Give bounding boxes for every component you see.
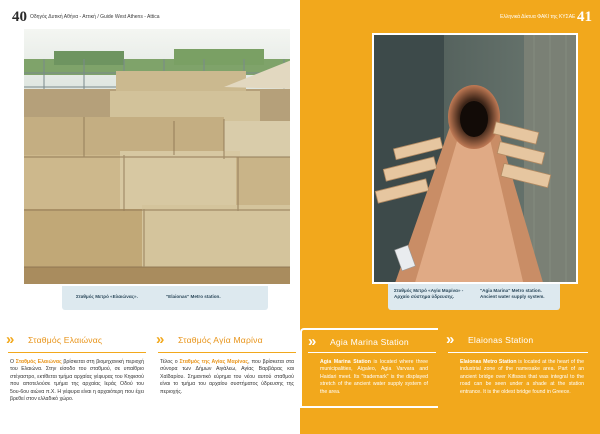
- double-chevron-icon: »: [156, 331, 165, 348]
- double-chevron-icon: »: [446, 331, 455, 348]
- aqueduct-photo: [372, 33, 578, 284]
- highlighted-station-name: Σταθμός Ελαιώνας: [15, 359, 62, 365]
- section-header-elaionas-en: [440, 328, 596, 352]
- page-number: 41: [577, 9, 592, 25]
- section-title: Σταθμός Ελαιώνας: [28, 335, 103, 345]
- photo-caption-en: "Agia Marina" Metro station. Ancient water supply system.: [480, 288, 545, 299]
- right-page: [300, 0, 600, 434]
- section-header-agia-marina-el: [150, 328, 300, 352]
- double-chevron-icon: »: [6, 331, 15, 348]
- section-body-agia-marina-el: Τέλος ο Σταθμός της Αγίας Μαρίνας, που βρίσκεται στα σύνορα των Δήμων Αιγάλεω, Αγίας Βαρβάρας και Χαϊδαρίου. Σημαντικό εύρημα του νέου αυτού σταθμού είναι το τμήμα του αρχαίου συστήματος ύδρευσης της περιοχής.: [160, 359, 294, 395]
- section-title: Σταθμός Αγία Μαρίνα: [178, 335, 263, 345]
- photo-caption-en: "Elaionas" Metro station.: [166, 294, 221, 299]
- highlighted-station-name: Agia Marina Station: [320, 359, 371, 365]
- running-header: Οδηγός Δυτική Αθήνα - Αττική / Guide West Athens - Attica: [30, 14, 160, 20]
- section-rule: [448, 352, 588, 353]
- section-body-elaionas-el: Ο Σταθμός Ελαιώνας βρίσκεται στη βιομηχανική περιοχή του Ελαιώνα. Στην είσοδο του σταθμού, σε υπαίθριο στέγαστρο, εκτίθεται τμήμα αρχαίας γέφυρας του Κηφισού που αποτελούσε τμήμα της αρχαίας Ιεράς Οδού του 5ου-6ου αιώνα π.Χ. Η γέφυρα είναι η αρχαιότερη που έχει βρεθεί στον ελλαδικό χώρο.: [10, 359, 144, 403]
- photo-caption-el: Σταθμός Μετρό «Αγία Μαρίνα» - Αρχαίο σύστημα ύδρευσης.: [394, 288, 464, 299]
- running-header: Ελληνικά Δίκτυα ΦΑΚΙ της ΚΥΣΑΕ: [500, 14, 576, 20]
- page-number: 40: [12, 9, 27, 25]
- highlighted-station-name: Elaionas Metro Station: [460, 359, 517, 365]
- highlighted-station-name: Σταθμός της Αγίας Μαρίνας: [179, 359, 249, 365]
- double-chevron-icon: »: [308, 333, 317, 350]
- section-body-elaionas-en: Elaionas Metro Station is located at the heart of the industrial zone of the namesake area. Part of an ancient bridge over Kifissos that was integral to the road can be seen under a shade at the station entrance. It is the oldest bridge found in Greece.: [460, 359, 584, 395]
- section-title: Elaionas Station: [468, 335, 534, 345]
- section-rule: [158, 352, 296, 353]
- photo-caption-el: Σταθμός Μετρό «Ελαιώνας».: [76, 294, 138, 299]
- section-header-elaionas-el: [0, 328, 150, 352]
- section-title: Agia Marina Station: [330, 337, 409, 347]
- elaionas-bridge-photo: [22, 27, 292, 286]
- section-rule: [8, 352, 146, 353]
- section-rule: [308, 352, 436, 353]
- section-body-agia-marina-en: Agia Marina Station is located where three municipalities, Aigaleo, Agia Varvara and Haidari meet. Its "trademark" is the displayed stretch of the ancient water supply system of the area.: [320, 359, 428, 395]
